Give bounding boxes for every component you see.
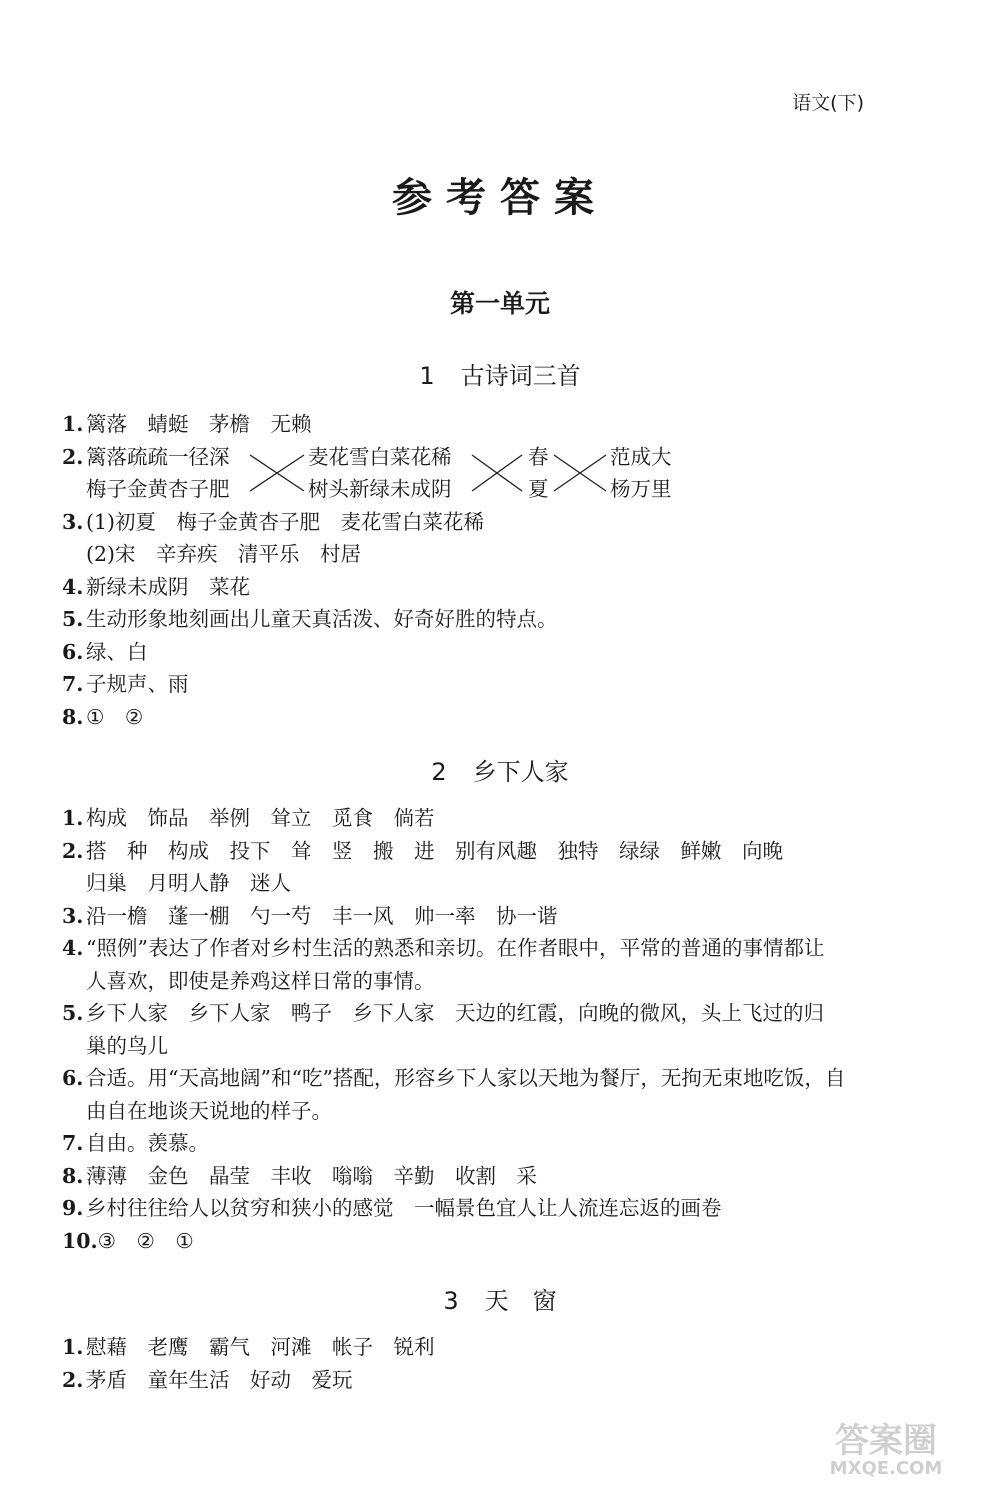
matching-exercise: 2. 篱落疏疏一径深 梅子金黄杏子肥 麦花雪白菜花稀 树头新绿未成阴 春 夏 范成大 杨万里 (62, 441, 942, 506)
answer-line: 4. 新绿未成阴 菜花 (62, 574, 250, 599)
answer-line: 1. 篱落 蜻蜓 茅檐 无赖 (62, 412, 312, 436)
lesson-3-answers (62, 1331, 942, 1396)
lesson-title: 天 窗 (484, 1287, 557, 1315)
lesson-1-heading (0, 356, 1000, 391)
answer-line: 2. 茅盾 童年生活 好动 爱玩 (62, 1367, 353, 1392)
lesson-title: 乡下人家 (472, 758, 569, 786)
match-col4-item: 范成大 (610, 444, 672, 469)
answer-line: 1. 构成 饰品 举例 耸立 觅食 倘若 (62, 806, 435, 830)
match-col1-item: 梅子金黄杏子肥 (86, 477, 230, 501)
answer-line: 7. 子规声、雨 (62, 672, 189, 696)
answer-line: 7. 自由。羡慕。 (62, 1131, 209, 1155)
answer-line: 9. 乡村往往给人以贫穷和狭小的感觉 一幅景色宜人让人流连忘返的画卷 (62, 1196, 722, 1220)
match-col3-item: 春 (528, 444, 549, 469)
watermark-text: 答案圈 (835, 1421, 937, 1461)
answer-line: 5. 生动形象地刻画出儿童天真活泼、好奇好胜的特点。 (62, 607, 558, 631)
match-col3-item: 夏 (528, 477, 549, 501)
lesson-number: 3 (443, 1287, 459, 1315)
lesson-1-answers (62, 408, 942, 733)
answer-line: 3. 沿一檐 蓬一棚 勺一芍 丰一风 帅一率 协一谐 (62, 903, 558, 928)
lesson-2-answers (62, 802, 942, 1257)
answer-line: 8. 薄薄 金色 晶莹 丰收 嗡嗡 辛勤 收割 采 (62, 1163, 537, 1188)
answer-line: 8. ① ② (62, 704, 144, 729)
page-title: 参考答案 (392, 175, 608, 221)
answer-line: 由自在地谈天说地的样子。 (86, 1098, 332, 1123)
answer-line: 归巢 月明人静 迷人 (86, 871, 291, 895)
watermark-logo (796, 1418, 976, 1478)
answer-line: 10.③ ② ① (62, 1228, 194, 1253)
match-col4-item: 杨万里 (610, 477, 672, 501)
answer-line: 2. 搭 种 构成 投下 耸 竖 搬 进 别有风趣 独特 绿绿 鲜嫩 向晚 (62, 838, 783, 863)
answer-line: 6. 合适。用“天高地阔”和“吃”搭配，形容乡下人家以天地为餐厅，无拘无束地吃饭，自 (62, 1066, 846, 1090)
answer-line: 6. 绿、白 (62, 639, 148, 664)
unit-heading: 第一单元 (449, 289, 550, 318)
answer-line: 人喜欢，即使是养鸡这样日常的事情。 (86, 968, 435, 993)
lesson-number: 2 (431, 758, 447, 786)
lesson-3-heading (0, 1281, 1000, 1316)
watermark-site: MXQE.COM (829, 1458, 943, 1478)
match-col1-item: 篱落疏疏一径深 (86, 444, 230, 469)
lesson-2-heading (0, 752, 1000, 787)
answer-line: 1. 慰藉 老鹰 霸气 河滩 帐子 锐利 (62, 1335, 435, 1359)
matching-lines (62, 441, 682, 506)
match-col2-item: 麦花雪白菜花稀 (308, 444, 452, 469)
answer-line: 3. (1)初夏 梅子金黄杏子肥 麦花雪白菜花稀 (62, 509, 485, 534)
answer-line: 4. “照例”表达了作者对乡村生活的熟悉和亲切。在作者眼中，平常的普通的事情都让 (62, 936, 825, 960)
match-col2-item: 树头新绿未成阴 (308, 477, 452, 501)
page-header-subject: 语文(下) (792, 92, 864, 114)
lesson-title: 古诗词三首 (460, 362, 581, 390)
answer-line: (2)宋 辛弃疾 清平乐 村居 (86, 542, 362, 566)
lesson-number: 1 (419, 362, 435, 390)
answer-line: 巢的鸟儿 (86, 1033, 168, 1058)
answer-line: 5. 乡下人家 乡下人家 鸭子 乡下人家 天边的红霞，向晚的微风，头上飞过的归 (62, 1001, 824, 1025)
